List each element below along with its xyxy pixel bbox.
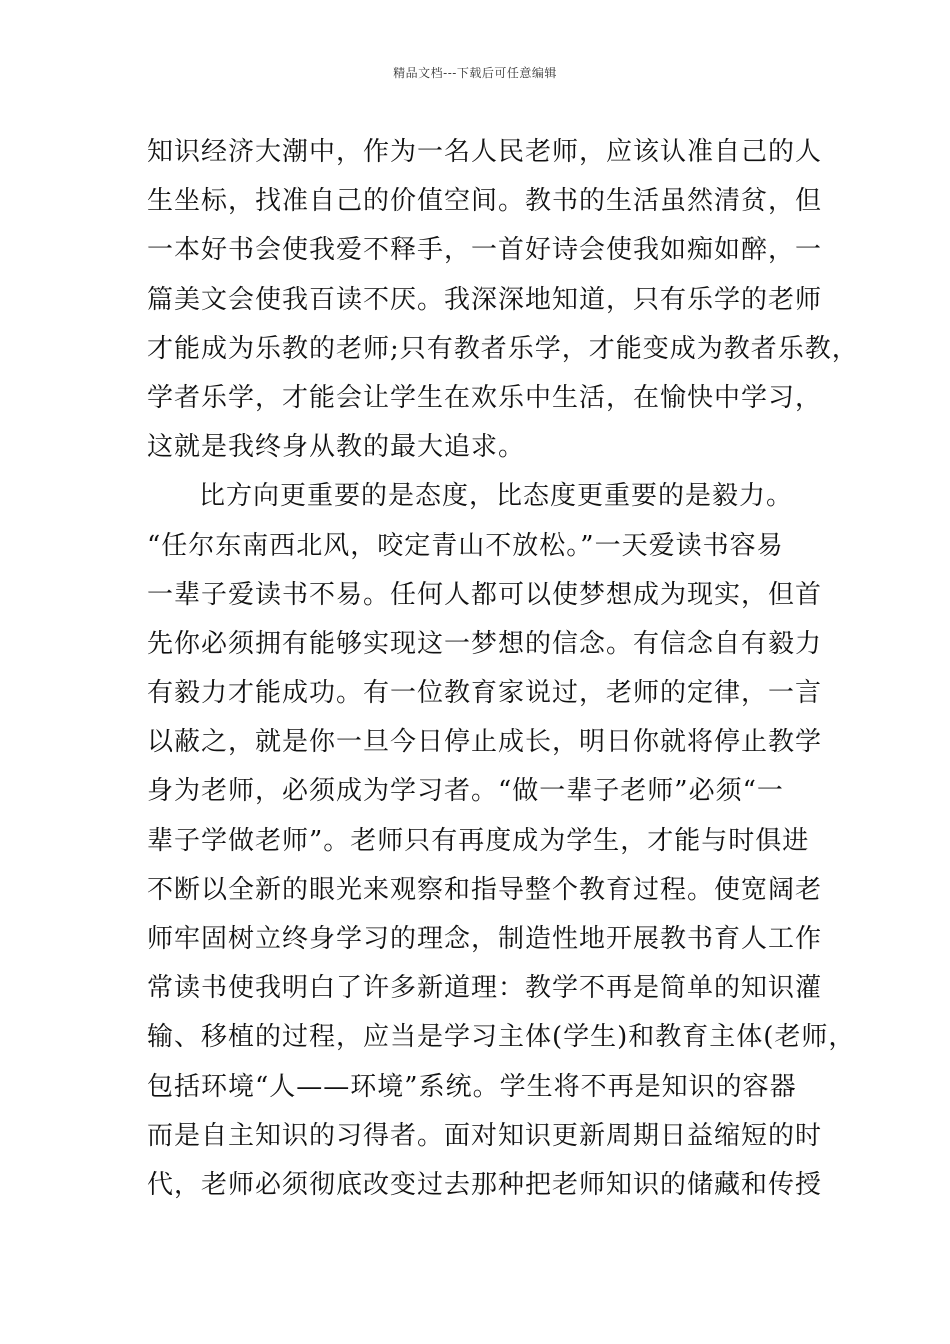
text-line: 师牢固树立终身学习的理念，制造性地开展教书育人工作 bbox=[147, 924, 823, 954]
text-line: 身为老师，必须成为学习者。“做一辈子老师”必须“一 bbox=[147, 776, 784, 807]
paragraph-start-line: 比方向更重要的是态度，比态度更重要的是毅力。 bbox=[199, 481, 794, 512]
text-line: 辈子学做老师”。老师只有再度成为学生，才能与时俱进 bbox=[147, 825, 810, 856]
text-line: 常读书使我明白了许多新道理：教学不再是简单的知识灌 bbox=[147, 973, 823, 1004]
page-header: 精品文档---下载后可任意编辑 bbox=[393, 66, 557, 80]
text-line: 先你必须拥有能够实现这一梦想的信念。有信念自有毅力 bbox=[147, 628, 823, 659]
text-line: 生坐标，找准自己的价值空间。教书的生活虽然清贫，但 bbox=[147, 186, 823, 217]
text-line: 一本好书会使我爱不释手，一首好诗会使我如痴如醉，一 bbox=[147, 235, 823, 266]
text-line: 代，老师必须彻底改变过去那种把老师知识的储藏和传授 bbox=[147, 1169, 823, 1200]
text-line: 包括环境“人——环境”系统。学生将不再是知识的容器 bbox=[147, 1071, 797, 1102]
text-line: 知识经济大潮中，作为一名人民老师，应该认准自己的人 bbox=[147, 137, 823, 167]
text-line: 篇美文会使我百读不厌。我深深地知道，只有乐学的老师 bbox=[147, 284, 823, 315]
text-line: 输、移植的过程，应当是学习主体(学生)和教育主体(老师， bbox=[147, 1022, 856, 1053]
text-line: 学者乐学，才能会让学生在欢乐中生活，在愉快中学习， bbox=[147, 382, 823, 413]
body-text bbox=[147, 128, 859, 1210]
text-line: 才能成为乐教的老师;只有教者乐学，才能变成为教者乐教， bbox=[147, 333, 859, 364]
text-line: 一辈子爱读书不易。任何人都可以使梦想成为现实，但首 bbox=[147, 579, 823, 610]
text-line: 有毅力才能成功。有一位教育家说过，老师的定律，一言 bbox=[147, 678, 823, 709]
text-line: “任尔东南西北风，咬定青山不放松。”一天爱读书容易 bbox=[147, 530, 784, 561]
text-line: 这就是我终身从教的最大追求。 bbox=[147, 432, 526, 463]
text-line: 而是自主知识的习得者。面对知识更新周期日益缩短的时 bbox=[147, 1120, 823, 1151]
text-line: 以蔽之，就是你一旦今日停止成长，明日你就将停止教学 bbox=[147, 727, 823, 758]
text-line: 不断以全新的眼光来观察和指导整个教育过程。使宽阔老 bbox=[147, 874, 823, 905]
